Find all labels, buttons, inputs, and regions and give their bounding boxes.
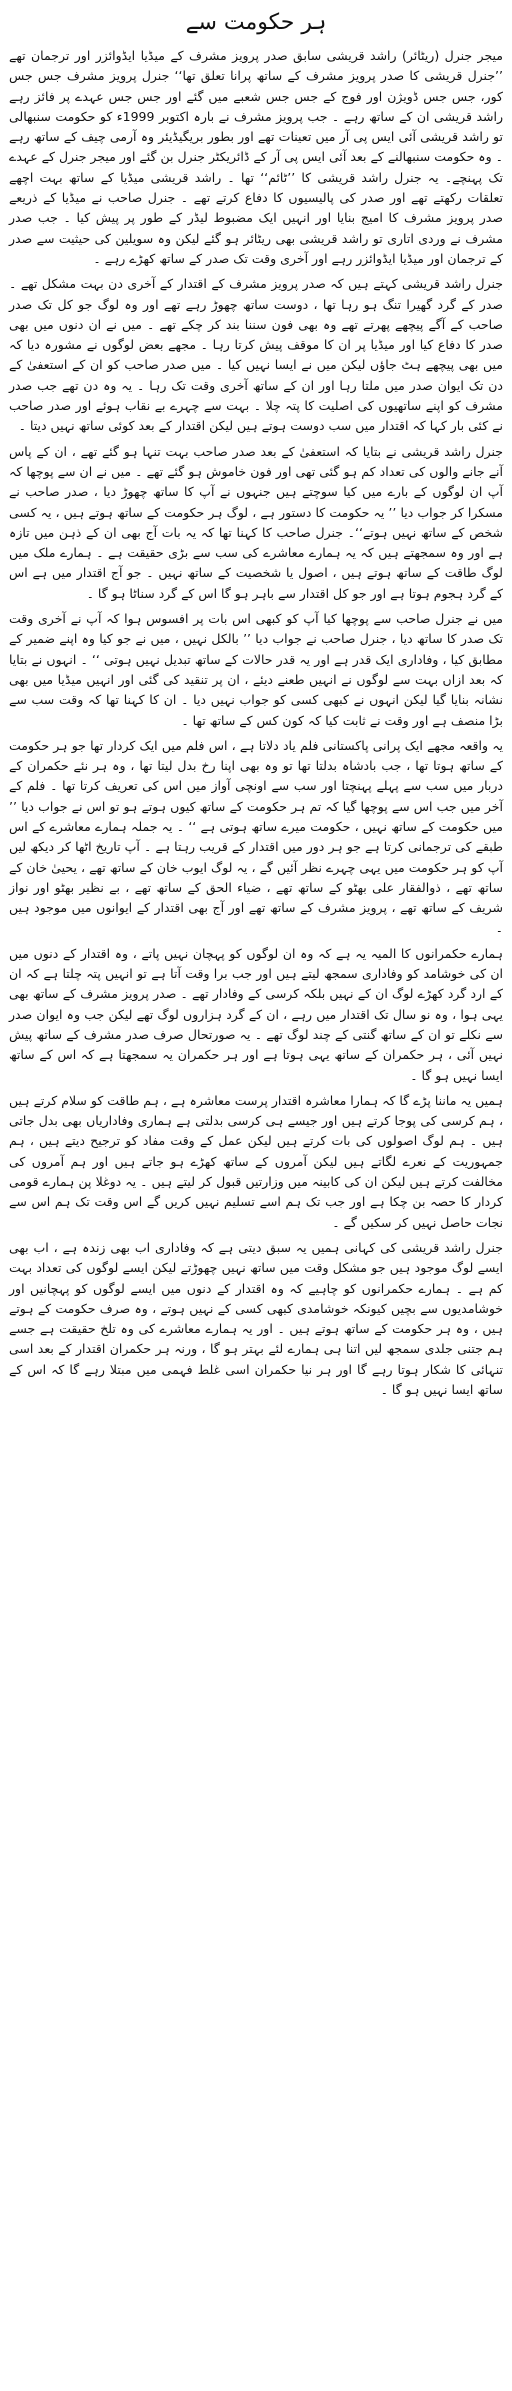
- column-body: [9, 46, 503, 1400]
- paragraph: جنرل راشد قریشی کی کہانی ہمیں یہ سبق دیتی ہے کہ وفاداری اب بھی زندہ ہے ، اب بھی ایسے لوگ موجود ہیں جو مشکل وقت میں ساتھ نہیں چھوڑتے لیکن ایسے لوگوں کی تعداد بہت کم ہے ۔ ہمارے حکمرانوں کو چاہیے کہ وہ اقتدار کے دنوں میں ایسے لوگوں کو پہچانیں اور خوشامدیوں سے بچیں کیونکہ خوشامدی کبھی کسی کے نہیں ہوتے ، وہ صرف حکومت کے ہوتے ہیں ، وہ ہر حکومت کے ساتھ ہوتے ہیں ۔ اور یہ ہمارے معاشرے کی وہ تلخ حقیقت ہے جسے ہم جتنی جلدی سمجھ لیں اتنا ہی ہمارے لئے بہتر ہو گا ، ورنہ ہر حکمران اقتدار کے بعد اسی تنہائی کا شکار ہوتا رہے گا اور ہر نیا حکمران اسی غلط فہمی میں مبتلا رہے گا کہ اس کے ساتھ ایسا نہیں ہو گا ۔: [9, 1239, 503, 1397]
- paragraph: ہمیں یہ ماننا پڑے گا کہ ہمارا معاشرہ اقتدار پرست معاشرہ ہے ، ہم طاقت کو سلام کرتے ہیں ، ہم کرسی کی پوجا کرتے ہیں اور جیسے ہی کرسی بدلتی ہے ہماری وفاداریاں بھی بدل جاتی ہیں ۔ ہم لوگ اصولوں کی بات کرتے ہیں لیکن عمل کے وقت مفاد کو ترجیح دیتے ہیں ، ہم جمہوریت کے نعرے لگاتے ہیں لیکن آمروں کے ساتھ کھڑے ہو جاتے ہیں اور ہم آمروں کی مخالفت کرتے ہیں لیکن ان کی کابینہ میں وزارتیں قبول کر لیتے ہیں ۔ یہ دوغلا پن ہمارے قومی کردار کا حصہ بن چکا ہے اور جب تک ہم اسے تسلیم نہیں کریں گے اس وقت تک ہم اس سے نجات حاصل نہیں کر سکیں گے ۔: [9, 1092, 503, 1230]
- paragraph: ہمارے حکمرانوں کا المیہ یہ ہے کہ وہ ان لوگوں کو پہچان نہیں پاتے ، وہ اقتدار کے دنوں میں ان کی خوشامد کو وفاداری سمجھ لیتے ہیں اور جب برا وقت آتا ہے تو انہیں پتہ چلتا ہے کہ ان کے ارد گرد کھڑے لوگ ان کے نہیں بلکہ کرسی کے وفادار تھے ۔ صدر پرویز مشرف کے ساتھ بھی یہی ہوا ، وہ نو سال تک اقتدار میں رہے ، ان کے گرد ہزاروں لوگ تھے لیکن جب وہ ایوان صدر سے نکلے تو ان کے ساتھ گنتی کے چند لوگ تھے ۔ یہ صورتحال صرف صدر مشرف کے ساتھ پیش نہیں آئی ، ہر حکمران کے ساتھ یہی ہوتا ہے اور ہر حکمران یہ سمجھتا ہے کہ اس کے ساتھ ایسا نہیں ہو گا ۔: [9, 945, 503, 1083]
- paragraph: جنرل راشد قریشی نے بتایا کہ استعفیٰ کے بعد صدر صاحب بہت تنہا ہو گئے تھے ، ان کے پاس آنے جانے والوں کی تعداد کم ہو گئی تھی اور فون خاموش ہو گئے تھے ۔ میں نے ان سے پوچھا کہ آپ ان لوگوں کے بارے میں کیا سوچتے ہیں جنہوں نے آپ کا ساتھ چھوڑ دیا ، صدر صاحب نے مسکرا کر جواب دیا ’’ یہ حکومت کا دستور ہے ، لوگ ہر حکومت کے ساتھ ہوتے ہیں ، یہ کسی شخص کے ساتھ نہیں ہوتے‘‘۔ جنرل صاحب کا کہنا تھا کہ یہ بات آج بھی ان کے ذہن میں تازہ ہے اور وہ سمجھتے ہیں کہ یہ ہمارے معاشرے کی سب سے بڑی حقیقت ہے ۔ ہمارے ملک میں لوگ طاقت کے ساتھ ہوتے ہیں ، اصول یا شخصیت کے ساتھ نہیں ۔ جو آج اقتدار میں ہے اس کے گرد ہجوم ہوتا ہے اور جو کل اقتدار سے باہر ہو گا اس کے گرد سناٹا ہو گا ۔: [9, 443, 503, 601]
- column-title: ہر حکومت سے: [185, 10, 327, 35]
- paragraph: میں نے جنرل صاحب سے پوچھا کیا آپ کو کبھی اس بات پر افسوس ہوا کہ آپ نے آخری وقت تک صدر کا ساتھ دیا ، جنرل صاحب نے جواب دیا ’’ بالکل نہیں ، میں نے جو کیا وہ اپنے ضمیر کے مطابق کیا ، وفاداری ایک قدر ہے اور یہ قدر حالات کے ساتھ تبدیل نہیں ہوتی ‘‘ ۔ انہوں نے بتایا کہ بعد ازاں بہت سے لوگوں نے انہیں طعنے دیئے ، ان پر تنقید کی گئی اور انہیں میڈیا میں بھی نشانہ بنایا گیا لیکن انہوں نے کبھی کسی کو جواب نہیں دیا ۔ ان کا کہنا تھا کہ وقت سب سے بڑا منصف ہے اور وقت نے ثابت کیا کہ کون کس کے ساتھ تھا ۔: [9, 611, 503, 728]
- paragraph: یہ واقعہ مجھے ایک پرانی پاکستانی فلم یاد دلاتا ہے ، اس فلم میں ایک کردار تھا جو ہر حکومت کے ساتھ ہوتا تھا ، جب بادشاہ بدلتا تھا تو وہ بھی اپنا رخ بدل لیتا تھا ، وہ ہر نئے حکمران کے دربار میں سب سے پہلے پہنچتا اور سب سے اونچی آواز میں اس کی تعریف کرتا تھا ۔ فلم کے آخر میں جب اس سے پوچھا گیا کہ تم ہر حکومت کے ساتھ کیوں ہوتے ہو تو اس نے جواب دیا ’’ میں حکومت کے ساتھ نہیں ، حکومت میرے ساتھ ہوتی ہے ‘‘ ۔ یہ جملہ ہمارے معاشرے کے اس طبقے کی ترجمانی کرتا ہے جو ہر دور میں اقتدار کے قریب رہتا ہے ۔ آپ تاریخ اٹھا کر دیکھ لیں آپ کو ہر حکومت میں یہی چہرے نظر آئیں گے ، یہ لوگ ایوب خان کے ساتھ تھے ، یحییٰ خان کے ساتھ تھے ، ذوالفقار علی بھٹو کے ساتھ تھے ، ضیاء الحق کے ساتھ تھے ، بے نظیر بھٹو اور نواز شریف کے ساتھ تھے ، پرویز مشرف کے ساتھ تھے اور آج بھی اقتدار کے ایوانوں میں موجود ہیں ۔: [9, 737, 503, 936]
- paragraph: میجر جنرل (ریٹائر) راشد قریشی سابق صدر پرویز مشرف کے میڈیا ایڈوائزر اور ترجمان تھے ’’جنرل قریشی کا صدر پرویز مشرف کے ساتھ پرانا تعلق تھا‘‘ جنرل پرویز مشرف جس جس کور، جس جس ڈویژن اور فوج کے جس جس شعبے میں گئے اور جس جس عہدے پر فائز رہے راشد قریشی ان کے ساتھ رہے ۔ جب پرویز مشرف نے بارہ اکتوبر 1999ء کو حکومت سنبھالی تو راشد قریشی آئی ایس پی آر میں تعینات تھے اور بطور بریگیڈیئر وہ آرمی چیف کے ساتھ رہے ۔ وہ حکومت سنبھالنے کے بعد آئی ایس پی آر کے ڈائریکٹر جنرل بن گئے اور میجر جنرل کے عہدے تک پہنچے۔ یہ جنرل راشد قریشی کا ’’ٹائم‘‘ تھا ۔ راشد قریشی میڈیا کے ساتھ بہت اچھے تعلقات رکھتے تھے اور صدر کی پالیسیوں کا دفاع کرتے تھے ۔ جنرل صاحب نے میڈیا کے ذریعے صدر پرویز مشرف کا امیج بنایا اور انہیں ایک مضبوط لیڈر کے طور پر پیش کیا ۔ جب صدر مشرف نے وردی اتاری تو راشد قریشی بھی ریٹائر ہو گئے لیکن وہ سویلین کی حیثیت سے صدر کے ترجمان اور میڈیا ایڈوائزر رہے اور آخری وقت تک صدر کے ساتھ کھڑے رہے ۔: [9, 48, 503, 266]
- paragraph: جنرل راشد قریشی کہتے ہیں کہ صدر پرویز مشرف کے اقتدار کے آخری دن بہت مشکل تھے ۔ صدر کے گرد گھیرا تنگ ہو رہا تھا ، دوست ساتھ چھوڑ رہے تھے اور وہ لوگ جو کل تک صدر صاحب کے آگے پیچھے پھرتے تھے وہ بھی فون سننا بند کر چکے تھے ۔ میں نے ان دنوں میں بھی صدر کا دفاع کیا اور میڈیا پر ان کا موقف پیش کرتا رہا ۔ مجھے بعض لوگوں نے مشورہ دیا کہ میں بھی پیچھے ہٹ جاؤں لیکن میں نے ایسا نہیں کیا ۔ میں صدر صاحب کو ان کے استعفیٰ کے دن تک ایوان صدر میں ملتا رہا اور ان کے ساتھ آخری وقت تک رہا ۔ یہ وہ دن تھے جب صدر مشرف کو اپنے ساتھیوں کی اصلیت کا پتہ چلا ۔ بہت سے چہرے بے نقاب ہوئے اور صدر صاحب نے کئی بار کہا کہ اقتدار میں سب دوست ہوتے ہیں لیکن اقتدار کے بعد کوئی ساتھ نہیں دیتا ۔: [9, 276, 503, 434]
